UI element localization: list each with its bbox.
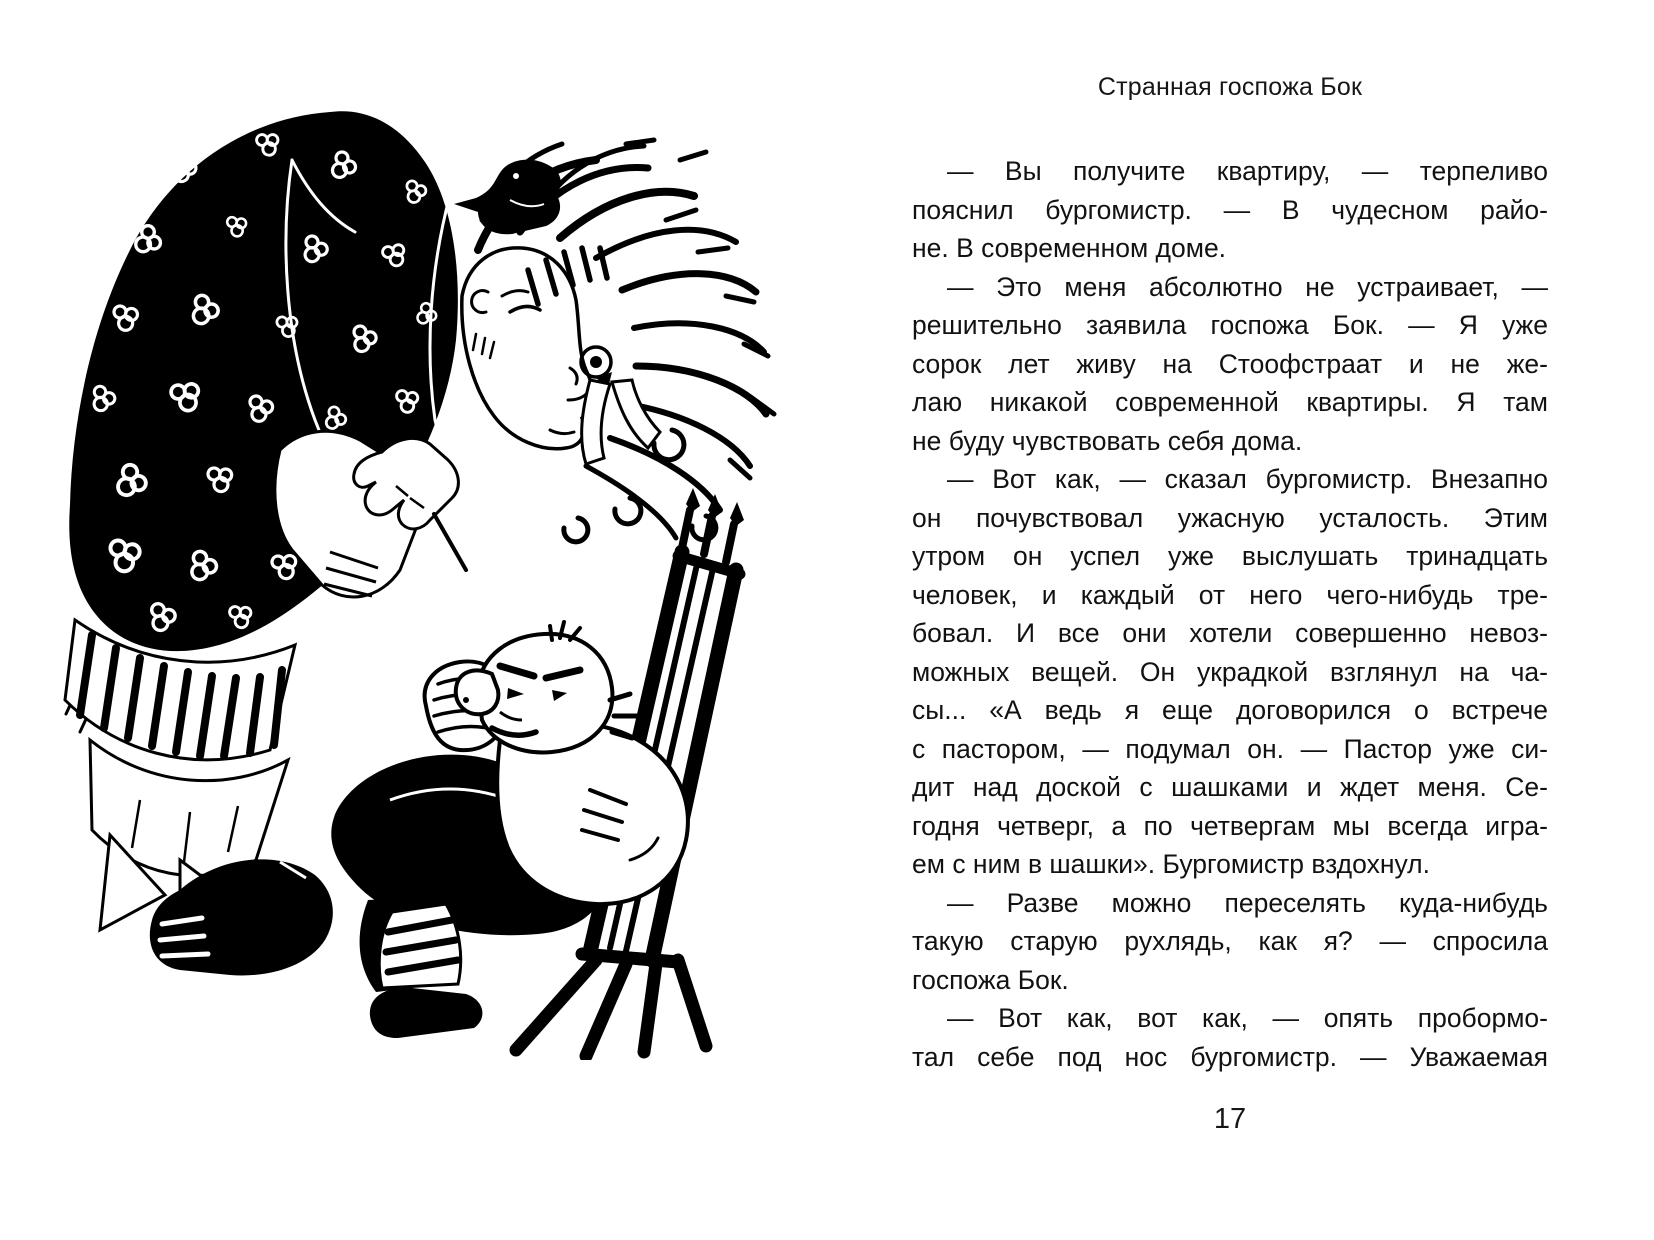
page-number: 17 — [1213, 1103, 1247, 1135]
text-line: лаю никакой современной квартиры. Я там — [912, 387, 1548, 417]
text-line: — Это меня абсолютно не устраивает, — — [947, 271, 1548, 302]
book-illustration — [30, 100, 790, 1060]
text-line: утром он успел уже выслушать тринадцать — [912, 541, 1548, 571]
text-line: можных вещей. Он украдкой взглянул на ча- — [912, 656, 1548, 687]
text-line: тал себе под нос бургомистр. — Уважаемая — [912, 1041, 1548, 1072]
text-line: он почувствовал ужасную усталость. Этим — [912, 502, 1548, 533]
text-line: не буду чувствовать себя дома. — [912, 425, 1303, 456]
text-line: годня четверг, а по четвергам мы всегда игра- — [912, 810, 1548, 841]
woman-shoe — [150, 859, 333, 975]
text-line: — Вы получите квартиру, — терпеливо — [947, 156, 1548, 186]
text-line: дит над доской с шашками и ждет меня. Се- — [912, 772, 1548, 802]
text-line: человек, и каждый от него чего-нибудь тре- — [912, 579, 1548, 610]
running-header: Странная госпожа Бок — [1097, 73, 1363, 101]
burgomaster-figure — [331, 622, 688, 1038]
text-line: — Вот как, вот как, — опять пробормо- — [947, 1003, 1548, 1033]
big-nose — [456, 670, 499, 714]
text-line: решительно заявила госпожа Бок. — Я уже — [912, 310, 1548, 340]
text-line: с пастором, — подумал он. — Пастор уже си- — [912, 733, 1548, 764]
text-line: пояснил бургомистр. — В чудесном райо- — [912, 194, 1548, 225]
body-text — [912, 152, 1548, 1076]
text-line: — Вот как, — сказал бургомистр. Внезапно — [947, 464, 1548, 494]
text-line: не. В современном доме. — [912, 233, 1227, 263]
striped-sock — [379, 904, 460, 988]
text-line: ем с ним в шашки». Бургомистр вздохнул. — [912, 849, 1430, 879]
text-line: — Разве можно переселять куда-нибудь — [947, 887, 1548, 918]
man-shoe — [370, 988, 483, 1038]
text-line: сорок лет живу на Стоофстраат и не же- — [912, 348, 1548, 379]
text-line: госпожа Бок. — [912, 964, 1069, 995]
text-line: бовал. И все они хотели совершенно невоз- — [912, 618, 1548, 648]
bird-icon — [454, 160, 561, 235]
text-line: такую старую рухлядь, как я? — спросила — [912, 926, 1548, 956]
illustration-frame — [30, 100, 790, 1060]
chair-legs — [516, 960, 706, 1056]
text-line: сы... «А ведь я еще договорился о встрече — [912, 695, 1548, 725]
